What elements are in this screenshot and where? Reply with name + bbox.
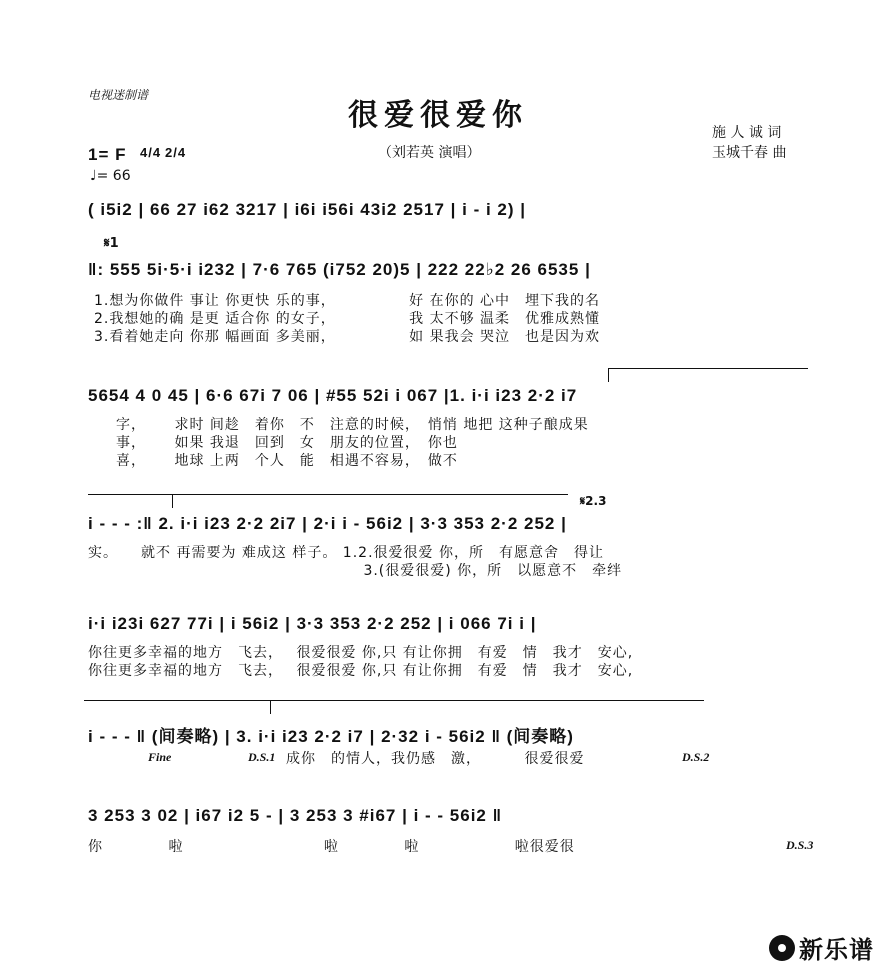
score-row-4-lyric-2: 3.(很爱很爱) 你，所 以愿意不 牵绊: [88, 563, 623, 579]
volta-3-edge: [270, 700, 271, 714]
subtitle: （刘若英 演唱）: [378, 145, 481, 161]
volta-1-edge: [608, 368, 609, 382]
volta-3-bracket: [84, 700, 704, 701]
page-title: 很爱很爱你: [348, 99, 528, 132]
score-row-1-notes: ( i5i2 | 66 27 i62 3217 | i6i i56i 43i2 2517 | i - i 2) |: [88, 200, 526, 219]
site-logo: [769, 930, 874, 965]
ds1-mark: D.S.1: [248, 750, 276, 764]
score-row-3-notes: 5654 4 0 45 | 6·6 67i 7 06 | #55 52i i 067 |1. i·i i23 2·2 i7: [88, 386, 578, 405]
score-row-6-lyric-1: 成你 的情人，我仍感 激， 很爱很爱: [286, 751, 585, 767]
score-row-5-lyric-2: 你往更多幸福的地方 飞去， 很爱很爱 你,只 有让你拥 有爱 情 我才 安心,: [88, 663, 634, 679]
segno-1: 𝄋1: [104, 236, 119, 251]
segno-2-3: 𝄋2.3: [580, 494, 607, 508]
score-row-7-notes: 3 253 3 02 | i67 i2 5 - | 3 253 3 #i67 | i - - 56i2 ‖: [88, 806, 503, 825]
volta-1-bracket: [608, 368, 808, 369]
ds2-mark: D.S.2: [682, 750, 710, 764]
score-row-2-notes: ‖: 555 5i·5·i i232 | 7·6 765 (i752 20)5 | 222 22♭2 26 6535 |: [88, 260, 591, 279]
score-row-6-notes: i - - - ‖ (间奏略) | 3. i·i i23 2·2 i7 | 2·32 i - 56i2 ‖ (间奏略): [88, 727, 574, 746]
score-row-7-lyric-1: 你 啦 啦 啦 啦很爱很: [88, 839, 575, 855]
score-row-3-lyric-3: 喜， 地球 上两 个人 能 相遇不容易， 做不: [116, 453, 458, 469]
ds3-mark: D.S.3: [786, 838, 814, 852]
score-row-2-lyric-2: 2.我想她的确 是更 适合你 的女子， 我 太不够 温柔 优雅成熟懂: [94, 311, 601, 327]
lyricist: 施 人 诚 词: [712, 125, 782, 141]
score-row-5-notes: i·i i23i 627 77i | i 56i2 | 3·3 353 2·2 252 | i 066 7i i |: [88, 614, 537, 633]
fine-mark: Fine: [148, 750, 172, 764]
score-row-5-lyric-1: 你往更多幸福的地方 飞去， 很爱很爱 你,只 有让你拥 有爱 情 我才 安心,: [88, 645, 634, 661]
score-row-2-lyric-3: 3.看着她走向 你那 幅画面 多美丽， 如 果我会 哭泣 也是因为欢: [94, 329, 601, 345]
score-row-3-lyric-2: 事， 如果 我退 回到 女 朋友的位置， 你也: [116, 435, 458, 451]
record-disc-icon: [769, 935, 795, 961]
volta-2-edge: [172, 494, 173, 508]
key-signature: 1= F: [88, 145, 127, 164]
time-signature-2: 2/4: [165, 145, 187, 160]
volta-2-bracket: [88, 494, 568, 495]
tempo: ♩= 66: [90, 168, 131, 184]
composer: 玉城千春 曲: [712, 145, 787, 161]
time-signature-1: 4/4: [140, 145, 162, 160]
score-row-2-lyric-1: 1.想为你做件 事让 你更快 乐的事， 好 在你的 心中 埋下我的名: [94, 293, 601, 309]
score-row-4-lyric-1: 实。 就不 再需要为 难成这 样子。 1.2.很爱很爱 你，所 有愿意舍 得让: [88, 545, 604, 561]
logo-text: 新乐谱: [799, 936, 874, 964]
score-row-3-lyric-1: 字， 求时 间趁 着你 不 注意的时候， 悄悄 地把 这种子酿成果: [116, 417, 589, 433]
source-credit: 电视迷制谱: [88, 88, 149, 102]
score-row-4-notes: i - - - :‖ 2. i·i i23 2·2 2i7 | 2·i i - 56i2 | 3·3 353 2·2 252 |: [88, 514, 567, 533]
